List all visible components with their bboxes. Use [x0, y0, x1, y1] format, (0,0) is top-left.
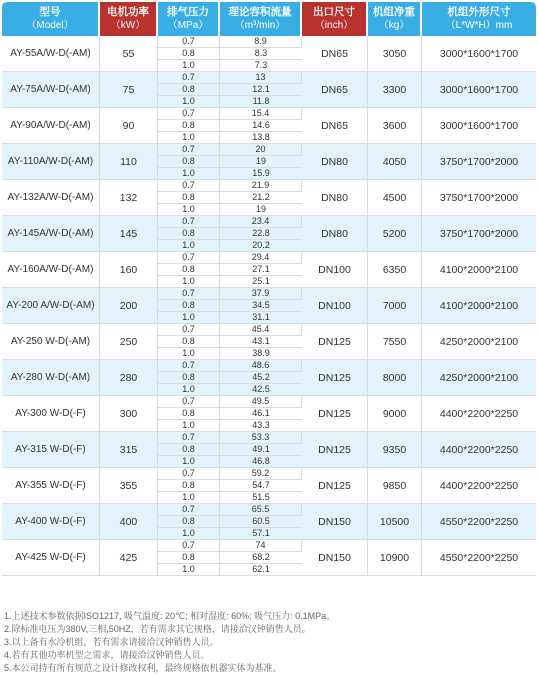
pressure-cell: 0.7	[158, 180, 220, 192]
pressure-cell: 0.7	[158, 324, 220, 336]
flow-cell: 37.9	[220, 288, 302, 300]
flow-cell: 7.3	[220, 60, 302, 72]
model-cell: AY-160A/W-D(-AM)	[2, 252, 100, 288]
pressure-cell: 1.0	[158, 528, 220, 540]
flow-cell: 53.3	[220, 432, 302, 444]
flow-cell: 11.8	[220, 96, 302, 108]
weight-cell: 10500	[368, 504, 422, 540]
pressure-cell: 0.8	[158, 300, 220, 312]
pressure-cell: 0.7	[158, 468, 220, 480]
pressure-cell: 0.7	[158, 432, 220, 444]
dimension-cell: 4550*2200*2250	[422, 540, 536, 576]
table-row	[2, 504, 536, 516]
flow-cell: 20	[220, 144, 302, 156]
model-cell: AY-425 W-D(-F)	[2, 540, 100, 576]
header-weight-main: 机组净重	[373, 6, 415, 18]
model-cell: AY-355 W-D(-F)	[2, 468, 100, 504]
flow-cell: 29.4	[220, 252, 302, 264]
footnote: 1.上述技术参数依据ISO1217, 吸气温度: 20℃; 相对湿度: 60%; 吸气压力: 0.1MPa。	[4, 611, 336, 621]
pressure-cell: 0.7	[158, 360, 220, 372]
pressure-cell: 0.8	[158, 264, 220, 276]
pressure-cell: 0.8	[158, 84, 220, 96]
pressure-cell: 0.8	[158, 48, 220, 60]
header-outlet-main: 出口尺寸	[313, 6, 355, 18]
flow-cell: 45.4	[220, 324, 302, 336]
model-cell: AY-75A/W-D(-AM)	[2, 72, 100, 108]
flow-cell: 27.1	[220, 264, 302, 276]
outlet-cell: DN125	[302, 360, 368, 396]
footnote: 2.除标准电压为380V,三相,50HZ，若有需求其它规格，请接洽汉钟销售人员。	[4, 624, 311, 634]
model-cell: AY-300 W-D(-F)	[2, 396, 100, 432]
dimension-cell: 3000*1600*1700	[422, 108, 536, 144]
flow-cell: 74	[220, 540, 302, 552]
power-cell: 160	[100, 252, 158, 288]
pressure-cell: 0.7	[158, 540, 220, 552]
power-cell: 300	[100, 396, 158, 432]
pressure-cell: 0.7	[158, 108, 220, 120]
dimension-cell: 4400*2200*2250	[422, 468, 536, 504]
pressure-cell: 1.0	[158, 60, 220, 72]
table-row	[2, 108, 536, 120]
flow-cell: 51.5	[220, 492, 302, 504]
table-row	[2, 468, 536, 480]
flow-cell: 15.9	[220, 168, 302, 180]
flow-cell: 13	[220, 72, 302, 84]
flow-cell: 65.5	[220, 504, 302, 516]
power-cell: 110	[100, 144, 158, 180]
table-row	[2, 72, 536, 84]
pressure-cell: 0.7	[158, 144, 220, 156]
dimension-cell: 4100*2000*2100	[422, 252, 536, 288]
header-weight-sub: （kg）	[378, 20, 410, 31]
power-cell: 250	[100, 324, 158, 360]
flow-cell: 20.2	[220, 240, 302, 252]
header-outlet-sub: （inch）	[314, 20, 354, 31]
weight-cell: 7000	[368, 288, 422, 324]
flow-cell: 42.5	[220, 384, 302, 396]
flow-cell: 8.9	[220, 36, 302, 48]
pressure-cell: 1.0	[158, 456, 220, 468]
pressure-cell: 0.8	[158, 408, 220, 420]
pressure-cell: 0.8	[158, 372, 220, 384]
flow-cell: 31.1	[220, 312, 302, 324]
pressure-cell: 0.8	[158, 192, 220, 204]
pressure-cell: 0.7	[158, 252, 220, 264]
flow-cell: 34.5	[220, 300, 302, 312]
weight-cell: 7550	[368, 324, 422, 360]
pressure-cell: 1.0	[158, 96, 220, 108]
model-cell: AY-90A/W-D(-AM)	[2, 108, 100, 144]
header-model	[2, 2, 100, 36]
weight-cell: 6350	[368, 252, 422, 288]
weight-cell: 3600	[368, 108, 422, 144]
power-cell: 55	[100, 36, 158, 72]
table-row	[2, 432, 536, 444]
flow-cell: 68.2	[220, 552, 302, 564]
pressure-cell: 0.7	[158, 216, 220, 228]
pressure-cell: 1.0	[158, 204, 220, 216]
power-cell: 315	[100, 432, 158, 468]
flow-cell: 21.9	[220, 180, 302, 192]
flow-cell: 15.4	[220, 108, 302, 120]
table-row	[2, 540, 536, 552]
table-row	[2, 252, 536, 264]
outlet-cell: DN80	[302, 216, 368, 252]
weight-cell: 3050	[368, 36, 422, 72]
weight-cell: 9850	[368, 468, 422, 504]
outlet-cell: DN125	[302, 396, 368, 432]
spec-table-body	[2, 36, 536, 576]
header-power-sub: （kW）	[110, 20, 146, 31]
pressure-cell: 1.0	[158, 132, 220, 144]
flow-cell: 57.1	[220, 528, 302, 540]
dimension-cell: 3750*1700*2000	[422, 180, 536, 216]
outlet-cell: DN65	[302, 108, 368, 144]
header-pressure-sub: （MPa）	[167, 20, 209, 31]
flow-cell: 8.3	[220, 48, 302, 60]
pressure-cell: 0.8	[158, 120, 220, 132]
pressure-cell: 0.8	[158, 552, 220, 564]
outlet-cell: DN100	[302, 252, 368, 288]
model-cell: AY-145A/W-D(-AM)	[2, 216, 100, 252]
pressure-cell: 1.0	[158, 312, 220, 324]
flow-cell: 46.8	[220, 456, 302, 468]
flow-cell: 43.3	[220, 420, 302, 432]
weight-cell: 4050	[368, 144, 422, 180]
footnote: 4.若有其他功率机型之需求，请接洽汉钟销售人员。	[4, 650, 210, 660]
flow-cell: 49.5	[220, 396, 302, 408]
pressure-cell: 1.0	[158, 168, 220, 180]
model-cell: AY-55A/W-D(-AM)	[2, 36, 100, 72]
header-model-main: 型号	[39, 6, 61, 18]
flow-cell: 60.5	[220, 516, 302, 528]
outlet-cell: DN125	[302, 468, 368, 504]
flow-cell: 43.1	[220, 336, 302, 348]
pressure-cell: 0.8	[158, 444, 220, 456]
header-dimension-sub: （L*W*H）mm	[445, 20, 513, 31]
model-cell: AY-110A/W-D(-AM)	[2, 144, 100, 180]
flow-cell: 13.8	[220, 132, 302, 144]
table-row	[2, 216, 536, 228]
power-cell: 355	[100, 468, 158, 504]
pressure-cell: 1.0	[158, 240, 220, 252]
outlet-cell: DN150	[302, 504, 368, 540]
model-cell: AY-280 W-D(-AM)	[2, 360, 100, 396]
dimension-cell: 3000*1600*1700	[422, 72, 536, 108]
flow-cell: 14.6	[220, 120, 302, 132]
table-row	[2, 396, 536, 408]
spec-table	[2, 2, 536, 576]
outlet-cell: DN80	[302, 144, 368, 180]
pressure-cell: 1.0	[158, 492, 220, 504]
weight-cell: 9350	[368, 432, 422, 468]
header-flow-sub: （m³/min）	[234, 20, 286, 31]
power-cell: 90	[100, 108, 158, 144]
outlet-cell: DN125	[302, 324, 368, 360]
flow-cell: 19	[220, 204, 302, 216]
flow-cell: 54.7	[220, 480, 302, 492]
table-row	[2, 144, 536, 156]
footnote: 3.以上备有水冷机组，若有需求请接洽汉钟销售人员。	[4, 637, 219, 647]
table-row	[2, 36, 536, 48]
flow-cell: 48.6	[220, 360, 302, 372]
dimension-cell: 3000*1600*1700	[422, 36, 536, 72]
header-weight	[368, 2, 422, 36]
flow-cell: 21.2	[220, 192, 302, 204]
flow-cell: 23.4	[220, 216, 302, 228]
pressure-cell: 0.8	[158, 516, 220, 528]
flow-cell: 45.2	[220, 372, 302, 384]
power-cell: 145	[100, 216, 158, 252]
flow-cell: 19	[220, 156, 302, 168]
outlet-cell: DN80	[302, 180, 368, 216]
power-cell: 132	[100, 180, 158, 216]
outlet-cell: DN150	[302, 540, 368, 576]
header-pressure-main: 排气压力	[167, 6, 209, 18]
pressure-cell: 0.7	[158, 72, 220, 84]
pressure-cell: 0.7	[158, 288, 220, 300]
dimension-cell: 4400*2200*2250	[422, 432, 536, 468]
header-dimension-main: 机组外形尺寸	[447, 6, 511, 18]
outlet-cell: DN65	[302, 36, 368, 72]
header-model-sub: （Model）	[26, 20, 74, 31]
pressure-cell: 1.0	[158, 348, 220, 360]
power-cell: 425	[100, 540, 158, 576]
pressure-cell: 1.0	[158, 384, 220, 396]
footnote: 5.本公司持有所有规范之设计修改权利，最终规格依机器实体为基准。	[4, 663, 282, 673]
table-row	[2, 288, 536, 300]
model-cell: AY-250 W-D(-AM)	[2, 324, 100, 360]
outlet-cell: DN100	[302, 288, 368, 324]
weight-cell: 3300	[368, 72, 422, 108]
outlet-cell: DN65	[302, 72, 368, 108]
header-power-main: 电机功率	[107, 6, 149, 18]
footnotes	[4, 610, 534, 675]
header-row	[2, 2, 536, 36]
pressure-cell: 0.7	[158, 504, 220, 516]
pressure-cell: 1.0	[158, 276, 220, 288]
header-power	[100, 2, 158, 36]
header-pressure	[158, 2, 220, 36]
pressure-cell: 0.7	[158, 396, 220, 408]
dimension-cell: 4400*2200*2250	[422, 396, 536, 432]
power-cell: 400	[100, 504, 158, 540]
flow-cell: 46.1	[220, 408, 302, 420]
header-flow-main: 理论容积流量	[228, 6, 292, 18]
header-dimension	[422, 2, 536, 36]
dimension-cell: 4100*2000*2100	[422, 288, 536, 324]
dimension-cell: 3750*1700*2000	[422, 144, 536, 180]
header-outlet	[302, 2, 368, 36]
model-cell: AY-400 W-D(-F)	[2, 504, 100, 540]
flow-cell: 59.2	[220, 468, 302, 480]
flow-cell: 38.9	[220, 348, 302, 360]
pressure-cell: 0.8	[158, 480, 220, 492]
pressure-cell: 0.7	[158, 36, 220, 48]
flow-cell: 62.1	[220, 564, 302, 576]
pressure-cell: 0.8	[158, 156, 220, 168]
pressure-cell: 1.0	[158, 420, 220, 432]
weight-cell: 9000	[368, 396, 422, 432]
table-row	[2, 180, 536, 192]
flow-cell: 12.1	[220, 84, 302, 96]
weight-cell: 10900	[368, 540, 422, 576]
model-cell: AY-200 A/W-D(-AM)	[2, 288, 100, 324]
weight-cell: 8000	[368, 360, 422, 396]
pressure-cell: 0.8	[158, 336, 220, 348]
table-row	[2, 360, 536, 372]
table-row	[2, 324, 536, 336]
header-flow	[220, 2, 302, 36]
weight-cell: 4500	[368, 180, 422, 216]
model-cell: AY-315 W-D(-F)	[2, 432, 100, 468]
dimension-cell: 4250*2000*2100	[422, 324, 536, 360]
flow-cell: 22.8	[220, 228, 302, 240]
power-cell: 75	[100, 72, 158, 108]
power-cell: 280	[100, 360, 158, 396]
power-cell: 200	[100, 288, 158, 324]
dimension-cell: 4550*2200*2250	[422, 504, 536, 540]
dimension-cell: 3750*1700*2000	[422, 216, 536, 252]
flow-cell: 25.1	[220, 276, 302, 288]
outlet-cell: DN125	[302, 432, 368, 468]
flow-cell: 49.1	[220, 444, 302, 456]
model-cell: AY-132A/W-D(-AM)	[2, 180, 100, 216]
dimension-cell: 4250*2000*2100	[422, 360, 536, 396]
pressure-cell: 0.8	[158, 228, 220, 240]
pressure-cell: 1.0	[158, 564, 220, 576]
weight-cell: 5200	[368, 216, 422, 252]
